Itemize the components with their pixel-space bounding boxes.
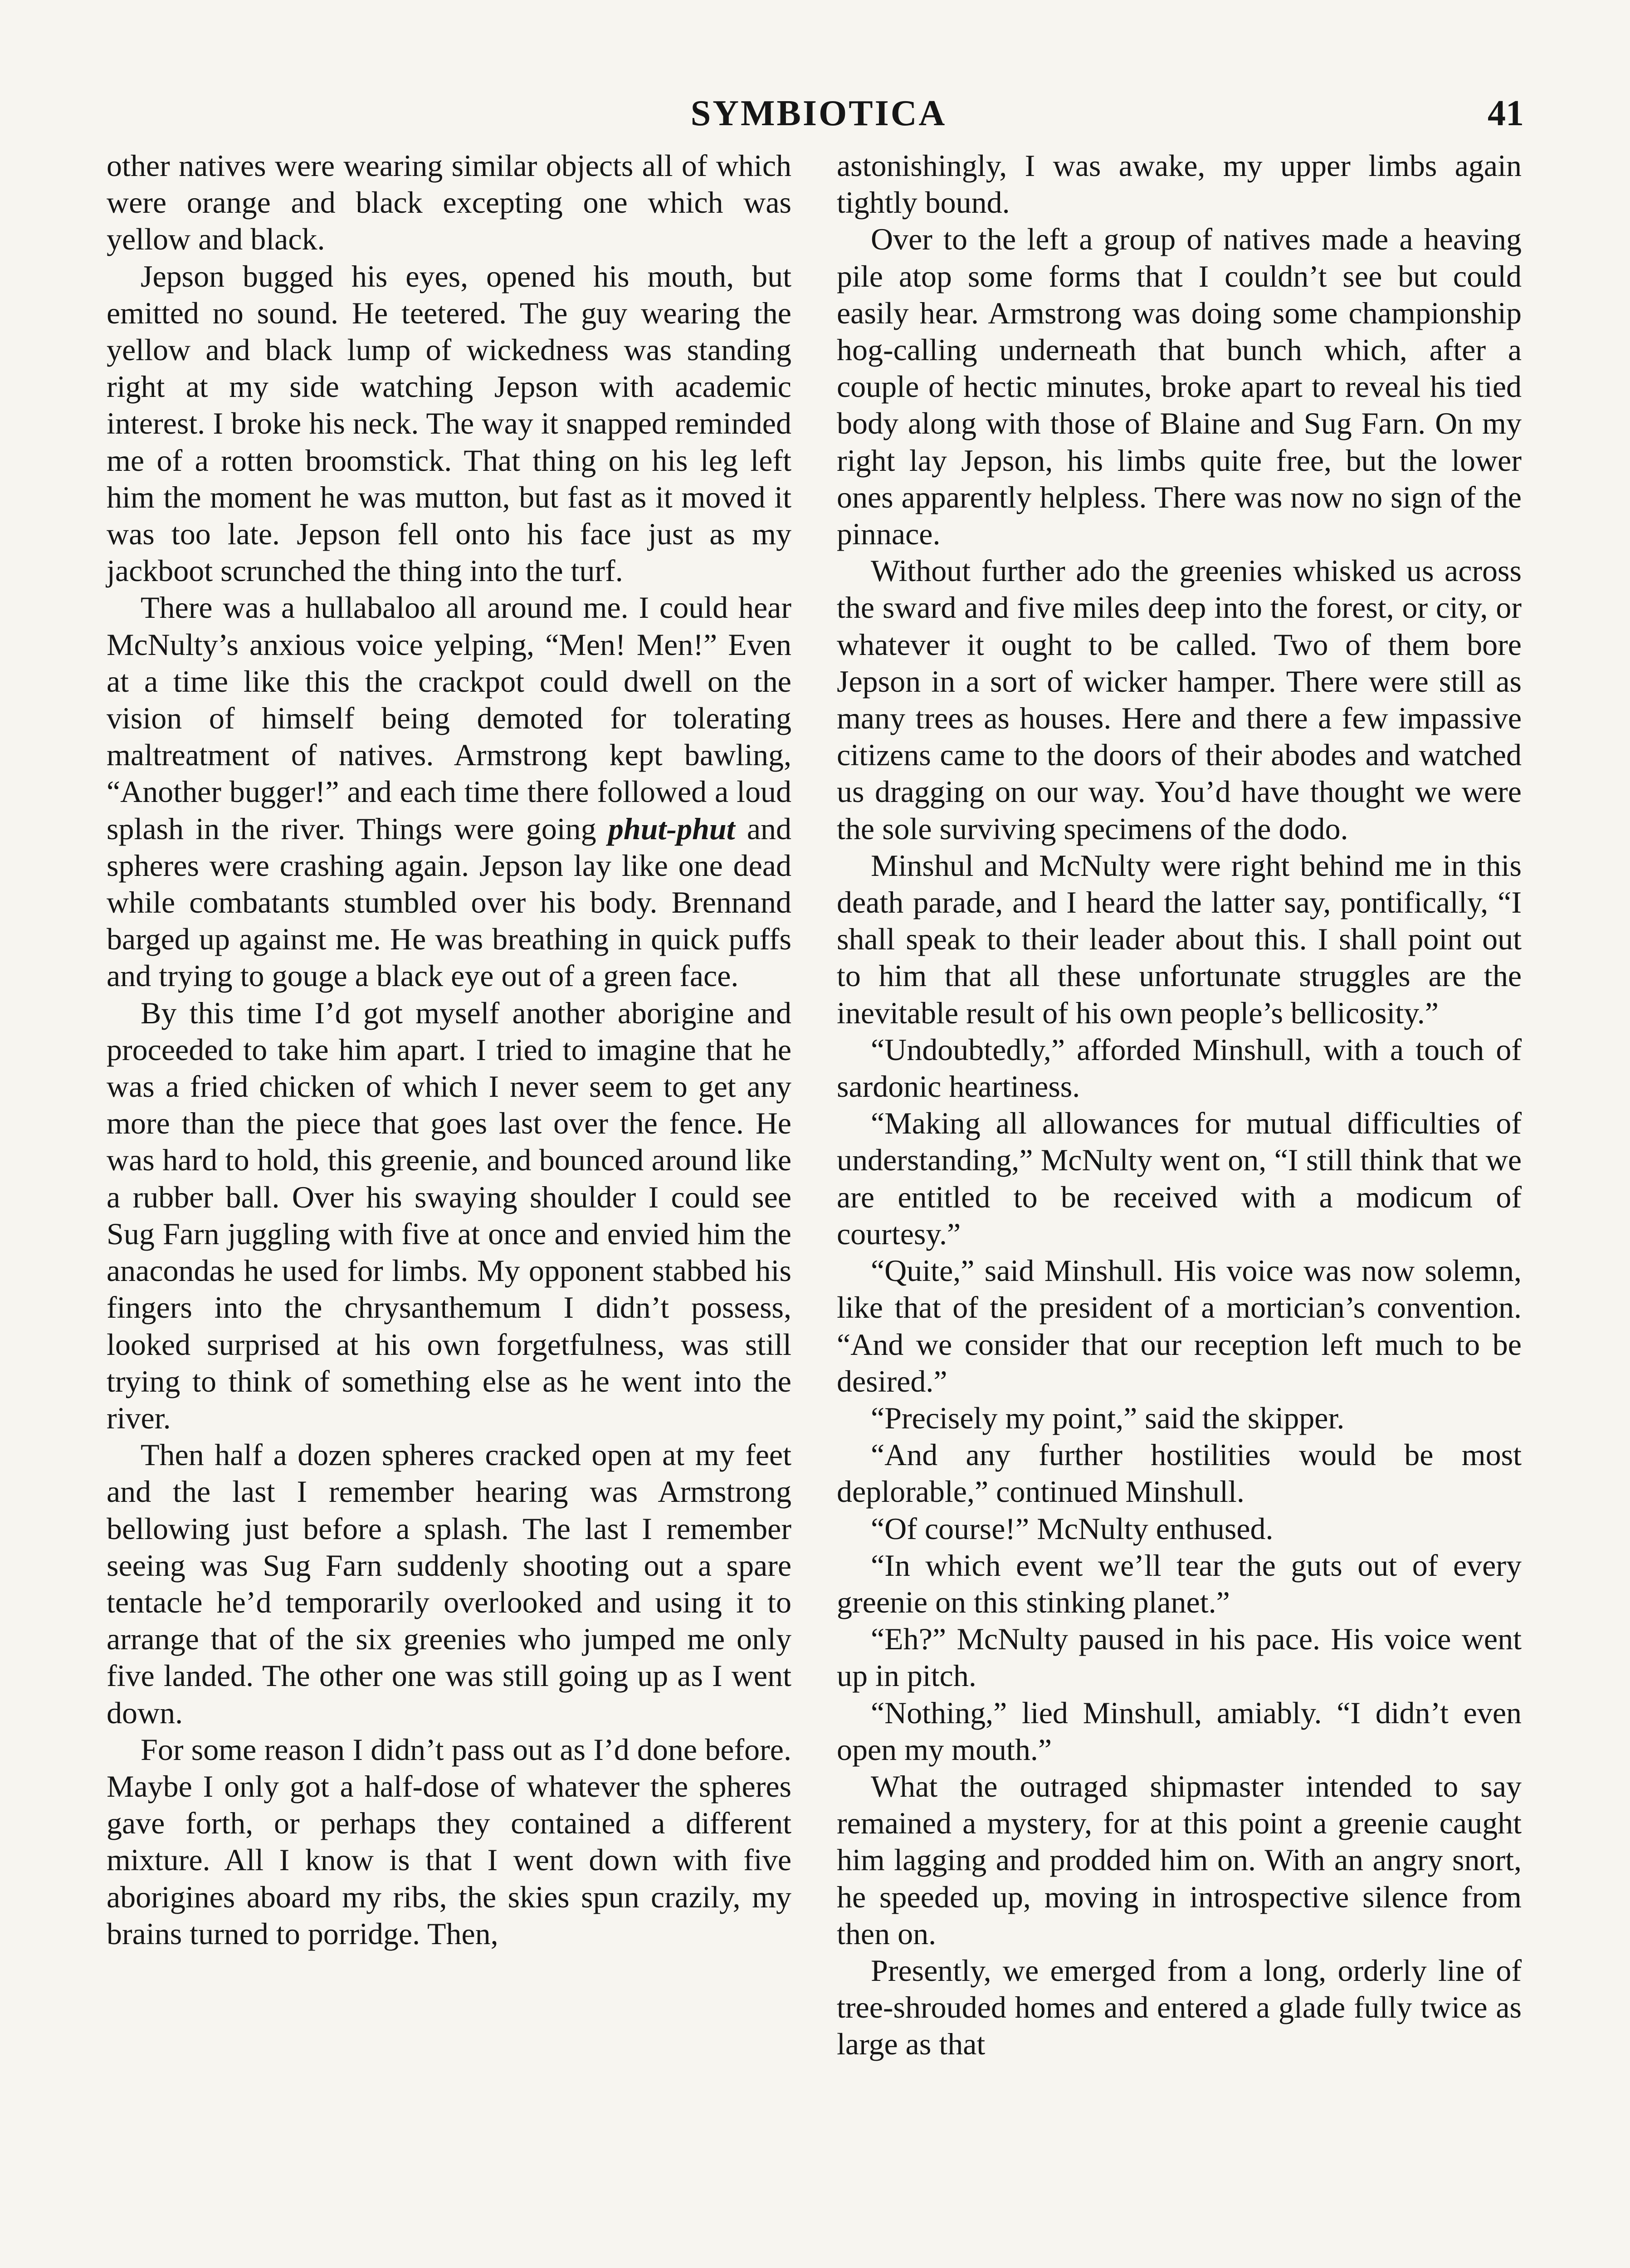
paragraph: “And any further hostilities would be most deplorable,” continued Minshull. bbox=[837, 1437, 1522, 1509]
right-column bbox=[837, 147, 1522, 2063]
paragraph: “In which event we’ll tear the guts out of every greenie on this stinking planet.” bbox=[837, 1548, 1522, 1619]
paragraph: By this time I’d got myself another aborigine and proceeded to take him apart. I tried to imagine that he was a fried chicken of which I never seem to get any more than the piece that goes last over the fence. He was hard to hold, this greenie, and bounced around like a rubber ball. Over his swaying shoulder I could see Sug Farn juggling with five at once and envied him the anacondas he used for limbs. My opponent stabbed his fingers into the chrysanthemum I didn’t possess, looked surprised at his own forgetfulness, was still trying to think of something else as he went into the river. bbox=[107, 995, 791, 1435]
paragraph: “Precisely my point,” said the skipper. bbox=[871, 1400, 1345, 1435]
paragraph: “Of course!” McNulty enthused. bbox=[871, 1511, 1274, 1546]
paragraph: For some reason I didn’t pass out as I’d done before. Maybe I only got a half-dose of whatever the spheres gave forth, or perhaps they contained a different mixture. All I know is that I went down with five aborigines aboard my ribs, the skies spun crazily, my brains turned to porridge. Then, bbox=[107, 1732, 791, 1951]
paragraph-text: There was a hullabaloo all around me. I could hear McNulty’s anxious voice yelping, “Men! Men!” Even at a time like this the crackpot could dwell on the vision of himself being demoted for tolerating maltreatment of natives. Armstrong kept bawling, “Another bugger!” and each time there followed a loud splash in the river. Things were going bbox=[107, 590, 791, 846]
paragraph: “Eh?” McNulty paused in his pace. His voice went up in pitch. bbox=[837, 1622, 1522, 1693]
paragraph: What the outraged shipmaster intended to say remained a mystery, for at this point a greenie caught him lagging and prodded him on. With an angry snort, he speeded up, moving in introspective silence from then on. bbox=[837, 1769, 1522, 1951]
paragraph-text: and spheres were crashing again. Jepson lay like one dead while combatants stumbled over his body. Brennand barged up against me. He was breathing in quick puffs and trying to gouge a black eye out of a green face. bbox=[107, 811, 792, 993]
paragraph: other natives were wearing similar objects all of which were orange and black excepting one which was yellow and black. bbox=[107, 148, 791, 257]
paragraph: Minshul and McNulty were right behind me in this death parade, and I heard the latter say, pontifically, “I shall speak to their leader about this. I shall point out to him that all these unfortunate struggles are the inevitable result of his own people’s bellicosity.” bbox=[837, 848, 1522, 1030]
paragraph bbox=[107, 589, 791, 994]
paragraph: Jepson bugged his eyes, opened his mouth, but emitted no sound. He teetered. The guy wearing the yellow and black lump of wickedness was standing right at my side watching Jepson with academic interest. I broke his neck. The way it snapped reminded me of a rotten broomstick. That thing on his leg left him the moment he was mutton, but fast as it moved it was too late. Jepson fell onto his face just as my jackboot scrunched the thing into the turf. bbox=[107, 259, 791, 588]
paragraph: Over to the left a group of natives made a heaving pile atop some forms that I couldn’t see but could easily hear. Armstrong was doing some championship hog-calling underneath that bunch which, after a couple of hectic minutes, broke apart to reveal his tied body along with those of Blaine and Sug Farn. On my right lay Jepson, his limbs quite free, but the lower ones apparently helpless. There was now no sign of the pinnace. bbox=[837, 222, 1522, 552]
paragraph: “Undoubtedly,” afforded Minshull, with a touch of sardonic heartiness. bbox=[837, 1032, 1522, 1104]
running-head bbox=[104, 91, 1533, 141]
paragraph: Then half a dozen spheres cracked open at my feet and the last I remember hearing was Armstrong bellowing just before a splash. The last I remember seeing was Sug Farn suddenly shooting out a spare tentacle he’d temporarily overlooked and using it to arrange that of the six greenies who jumped me only five landed. The other one was still going up as I went down. bbox=[107, 1437, 791, 1730]
paragraph: “Quite,” said Minshull. His voice was now solemn, like that of the president of a mortician’s convention. “And we consider that our reception left much to be desired.” bbox=[837, 1253, 1522, 1398]
page-number: 41 bbox=[1488, 93, 1524, 133]
paragraph: Without further ado the greenies whisked us across the sward and five miles deep into the forest, or city, or whatever it ought to be called. Two of them bore Jepson in a sort of wicker hamper. There were still as many trees as houses. Here and there a few impassive citizens came to the doors of their abodes and watched us dragging on our way. You’d have thought we were the sole surviving specimens of the dodo. bbox=[837, 553, 1522, 846]
running-title: SYMBIOTICA bbox=[690, 93, 947, 133]
paragraph: “Nothing,” lied Minshull, amiably. “I didn’t even open my mouth.” bbox=[837, 1695, 1522, 1767]
paragraph-italic: phut-phut bbox=[608, 811, 735, 846]
paragraph: astonishingly, I was awake, my upper limbs again tightly bound. bbox=[837, 148, 1522, 220]
left-column bbox=[107, 147, 791, 1952]
paragraph: Presently, we emerged from a long, orderly line of tree-shrouded homes and entered a glade fully twice as large as that bbox=[837, 1953, 1522, 2062]
paragraph: “Making all allowances for mutual difficulties of understanding,” McNulty went on, “I still think that we are entitled to be received with a modicum of courtesy.” bbox=[837, 1106, 1522, 1251]
